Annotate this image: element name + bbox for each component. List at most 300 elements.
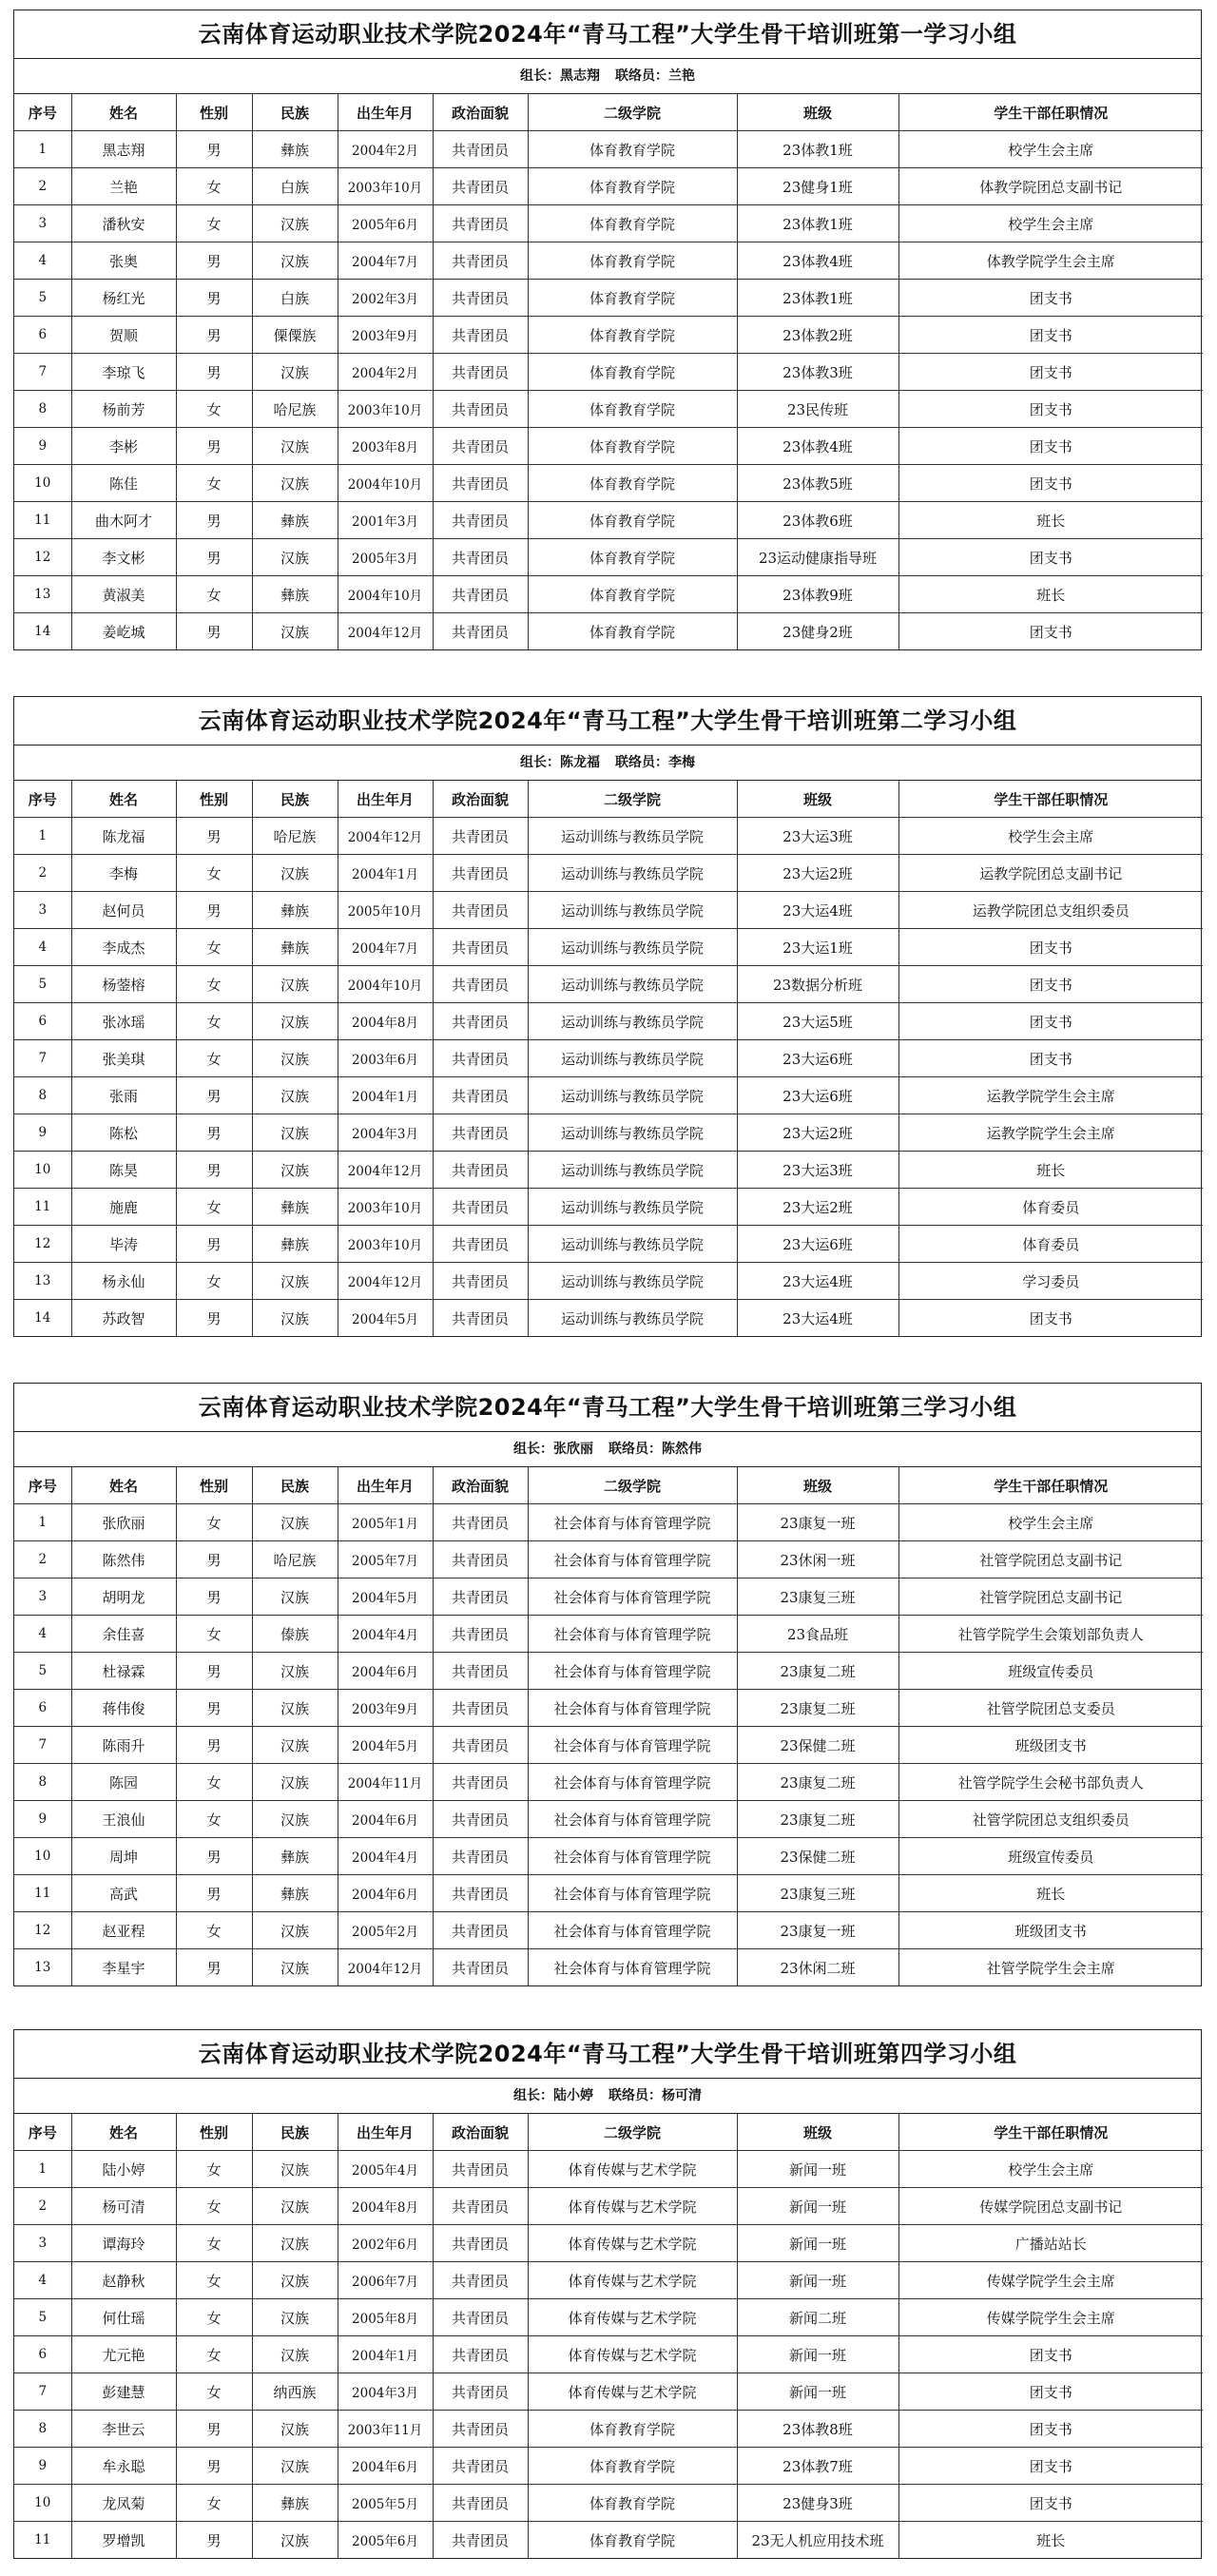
table-cell: 体育委员 (898, 1189, 1203, 1226)
table-cell: 2004年3月 (338, 2373, 433, 2411)
table-cell: 李成杰 (71, 929, 176, 966)
table-cell: 黑志翔 (71, 131, 176, 168)
table-row (14, 1114, 1203, 1152)
table-cell: 共青团员 (433, 1040, 528, 1077)
table-row (14, 2225, 1203, 2262)
table-row (14, 1579, 1203, 1616)
column-header: 政治面貌 (433, 94, 528, 131)
table-cell: 女 (176, 2299, 252, 2336)
table-cell: 10 (14, 465, 71, 502)
table-row (14, 2188, 1203, 2225)
table-cell: 龙凤菊 (71, 2485, 176, 2522)
table-cell: 共青团员 (433, 929, 528, 966)
table-cell: 女 (176, 1263, 252, 1300)
table-cell: 共青团员 (433, 2485, 528, 2522)
table-cell: 女 (176, 2225, 252, 2262)
table-cell: 共青团员 (433, 1912, 528, 1949)
roster-table (14, 781, 1203, 1336)
table-cell: 新闻二班 (737, 2299, 898, 2336)
table-cell: 23休闲二班 (737, 1949, 898, 1986)
table-cell: 社会体育与体育管理学院 (528, 1838, 737, 1875)
table-cell: 2003年6月 (338, 1040, 433, 1077)
table-cell: 2005年2月 (338, 1912, 433, 1949)
table-cell: 张美琪 (71, 1040, 176, 1077)
table-cell: 7 (14, 1727, 71, 1764)
table-cell: 2004年11月 (338, 1764, 433, 1801)
table-cell: 体育教育学院 (528, 428, 737, 465)
table-cell: 黄淑美 (71, 576, 176, 613)
table-cell: 2004年6月 (338, 1875, 433, 1912)
column-header: 二级学院 (528, 2114, 737, 2151)
table-cell: 运教学院团总支组织委员 (898, 892, 1203, 929)
table-cell: 2004年12月 (338, 1152, 433, 1189)
table-cell: 汉族 (252, 2225, 338, 2262)
table-cell: 汉族 (252, 2336, 338, 2373)
table-cell: 体育教育学院 (528, 317, 737, 354)
table-cell: 团支书 (898, 539, 1203, 576)
table-cell: 张冰瑶 (71, 1003, 176, 1040)
table-cell: 社会体育与体育管理学院 (528, 1764, 737, 1801)
table-cell: 赵静秋 (71, 2262, 176, 2299)
table-cell: 周坤 (71, 1838, 176, 1875)
table-cell: 苏政智 (71, 1300, 176, 1337)
table-cell: 23民传班 (737, 391, 898, 428)
group-leader: 组长：张欣丽 (513, 1442, 593, 1457)
table-cell: 团支书 (898, 2485, 1203, 2522)
table-cell: 2004年12月 (338, 818, 433, 855)
table-cell: 共青团员 (433, 428, 528, 465)
table-cell: 新闻一班 (737, 2188, 898, 2225)
group-title: 云南体育运动职业技术学院2024年“青马工程”大学生骨干培训班第一学习小组 (14, 10, 1201, 59)
table-cell: 广播站站长 (898, 2225, 1203, 2262)
table-cell: 班长 (898, 502, 1203, 539)
table-row (14, 539, 1203, 576)
table-cell: 2004年7月 (338, 929, 433, 966)
table-row (14, 892, 1203, 929)
table-cell: 汉族 (252, 1579, 338, 1616)
table-cell: 4 (14, 242, 71, 280)
table-cell: 3 (14, 1579, 71, 1616)
table-cell: 汉族 (252, 2299, 338, 2336)
table-cell: 社会体育与体育管理学院 (528, 1875, 737, 1912)
group-liaison: 联络员：兰艳 (615, 68, 695, 84)
table-cell: 团支书 (898, 2448, 1203, 2485)
table-cell: 23保健二班 (737, 1727, 898, 1764)
table-cell: 陈松 (71, 1114, 176, 1152)
table-cell: 2006年7月 (338, 2262, 433, 2299)
table-cell: 女 (176, 205, 252, 242)
table-cell: 男 (176, 1727, 252, 1764)
table-cell: 女 (176, 929, 252, 966)
table-cell: 陈雨升 (71, 1727, 176, 1764)
table-cell: 3 (14, 892, 71, 929)
table-cell: 23大运2班 (737, 1114, 898, 1152)
table-cell: 12 (14, 539, 71, 576)
header-row (14, 1467, 1203, 1504)
table-cell: 班级宣传委员 (898, 1838, 1203, 1875)
table-cell: 23健身3班 (737, 2485, 898, 2522)
table-cell: 团支书 (898, 280, 1203, 317)
table-cell: 23体教1班 (737, 205, 898, 242)
table-cell: 姜屹城 (71, 613, 176, 650)
table-row (14, 2151, 1203, 2188)
column-header: 性别 (176, 94, 252, 131)
table-cell: 杨红光 (71, 280, 176, 317)
table-cell: 9 (14, 428, 71, 465)
table-cell: 23康复二班 (737, 1764, 898, 1801)
table-cell: 2004年2月 (338, 354, 433, 391)
table-cell: 体育教育学院 (528, 2485, 737, 2522)
table-cell: 体育教育学院 (528, 2411, 737, 2448)
table-cell: 女 (176, 2262, 252, 2299)
table-cell: 共青团员 (433, 1226, 528, 1263)
table-cell: 团支书 (898, 2373, 1203, 2411)
table-cell: 2004年2月 (338, 131, 433, 168)
table-cell: 女 (176, 1764, 252, 1801)
table-cell: 2005年6月 (338, 205, 433, 242)
roster-table (14, 94, 1203, 649)
table-cell: 汉族 (252, 1653, 338, 1690)
table-cell: 运动训练与教练员学院 (528, 855, 737, 892)
table-cell: 女 (176, 1040, 252, 1077)
table-cell: 新闻一班 (737, 2336, 898, 2373)
table-cell: 团支书 (898, 428, 1203, 465)
table-cell: 5 (14, 2299, 71, 2336)
column-header: 政治面貌 (433, 2114, 528, 2151)
table-cell: 团支书 (898, 613, 1203, 650)
table-cell: 男 (176, 1875, 252, 1912)
table-cell: 23大运6班 (737, 1077, 898, 1114)
table-cell: 运动训练与教练员学院 (528, 1226, 737, 1263)
table-cell: 2 (14, 855, 71, 892)
table-cell: 社管学院团总支委员 (898, 1690, 1203, 1727)
table-cell: 校学生会主席 (898, 2151, 1203, 2188)
column-header: 姓名 (71, 94, 176, 131)
table-cell: 汉族 (252, 205, 338, 242)
table-cell: 团支书 (898, 966, 1203, 1003)
table-cell: 6 (14, 1690, 71, 1727)
table-cell: 体育传媒与艺术学院 (528, 2188, 737, 2225)
column-header: 政治面貌 (433, 781, 528, 818)
table-cell: 2004年10月 (338, 465, 433, 502)
table-cell: 运动训练与教练员学院 (528, 1003, 737, 1040)
table-cell: 汉族 (252, 465, 338, 502)
group-liaison: 联络员：李梅 (615, 755, 695, 770)
table-cell: 2003年10月 (338, 1189, 433, 1226)
table-cell: 共青团员 (433, 1300, 528, 1337)
table-cell: 23数据分析班 (737, 966, 898, 1003)
table-cell: 白族 (252, 168, 338, 205)
table-cell: 赵何员 (71, 892, 176, 929)
table-cell: 23康复一班 (737, 1912, 898, 1949)
table-cell: 共青团员 (433, 1653, 528, 1690)
table-cell: 2005年5月 (338, 2485, 433, 2522)
table-cell: 李星宇 (71, 1949, 176, 1986)
table-cell: 4 (14, 1616, 71, 1653)
table-cell: 9 (14, 2448, 71, 2485)
table-cell: 男 (176, 1300, 252, 1337)
table-cell: 杜禄霖 (71, 1653, 176, 1690)
header-row (14, 2114, 1203, 2151)
table-cell: 23体教8班 (737, 2411, 898, 2448)
table-cell: 汉族 (252, 2188, 338, 2225)
table-row (14, 1949, 1203, 1986)
table-cell: 体育教育学院 (528, 539, 737, 576)
table-cell: 2003年11月 (338, 2411, 433, 2448)
table-cell: 共青团员 (433, 168, 528, 205)
table-cell: 共青团员 (433, 613, 528, 650)
table-cell: 2004年8月 (338, 1003, 433, 1040)
table-row (14, 1077, 1203, 1114)
table-cell: 2004年12月 (338, 613, 433, 650)
table-cell: 余佳喜 (71, 1616, 176, 1653)
table-cell: 共青团员 (433, 317, 528, 354)
table-cell: 共青团员 (433, 1077, 528, 1114)
column-header: 序号 (14, 781, 71, 818)
table-cell: 共青团员 (433, 2336, 528, 2373)
table-cell: 13 (14, 1949, 71, 1986)
table-cell: 彝族 (252, 1189, 338, 1226)
table-cell: 汉族 (252, 1263, 338, 1300)
group-leaders (14, 59, 1201, 94)
table-cell: 社管学院团总支组织委员 (898, 1801, 1203, 1838)
table-cell: 男 (176, 242, 252, 280)
table-cell: 杨前芳 (71, 391, 176, 428)
table-cell: 李梅 (71, 855, 176, 892)
table-cell: 23大运2班 (737, 1189, 898, 1226)
group-leader: 组长：陆小婷 (513, 2088, 593, 2103)
table-cell: 体育传媒与艺术学院 (528, 2299, 737, 2336)
table-cell: 23保健二班 (737, 1838, 898, 1875)
table-row (14, 2299, 1203, 2336)
table-row (14, 168, 1203, 205)
table-cell: 女 (176, 1003, 252, 1040)
table-cell: 何仕瑶 (71, 2299, 176, 2336)
table-row (14, 613, 1203, 650)
table-cell: 蒋伟俊 (71, 1690, 176, 1727)
table-row (14, 576, 1203, 613)
table-cell: 8 (14, 2411, 71, 2448)
group-title: 云南体育运动职业技术学院2024年“青马工程”大学生骨干培训班第三学习小组 (14, 1384, 1201, 1432)
column-header: 民族 (252, 94, 338, 131)
group-leaders (14, 746, 1201, 781)
table-cell: 罗增凯 (71, 2522, 176, 2559)
table-cell: 女 (176, 1504, 252, 1541)
table-cell: 共青团员 (433, 1541, 528, 1579)
table-cell: 尤元艳 (71, 2336, 176, 2373)
table-cell: 2005年1月 (338, 1504, 433, 1541)
table-cell: 共青团员 (433, 2262, 528, 2299)
table-cell: 胡明龙 (71, 1579, 176, 1616)
table-cell: 团支书 (898, 2411, 1203, 2448)
table-cell: 9 (14, 1801, 71, 1838)
table-cell: 共青团员 (433, 539, 528, 576)
table-cell: 7 (14, 1040, 71, 1077)
table-row (14, 280, 1203, 317)
table-cell: 女 (176, 465, 252, 502)
table-row (14, 2411, 1203, 2448)
table-cell: 共青团员 (433, 354, 528, 391)
group-sheet-1 (13, 10, 1202, 650)
table-cell: 共青团员 (433, 2373, 528, 2411)
table-cell: 女 (176, 855, 252, 892)
table-cell: 共青团员 (433, 2299, 528, 2336)
table-cell: 社管学院团总支副书记 (898, 1579, 1203, 1616)
table-cell: 汉族 (252, 354, 338, 391)
group-title: 云南体育运动职业技术学院2024年“青马工程”大学生骨干培训班第二学习小组 (14, 697, 1201, 746)
table-cell: 班长 (898, 1152, 1203, 1189)
group-sheet-2 (13, 696, 1202, 1337)
table-cell: 汉族 (252, 1764, 338, 1801)
table-cell: 5 (14, 280, 71, 317)
table-cell: 共青团员 (433, 1838, 528, 1875)
table-cell: 11 (14, 1189, 71, 1226)
table-cell: 23食品班 (737, 1616, 898, 1653)
table-cell: 2004年10月 (338, 576, 433, 613)
table-cell: 共青团员 (433, 2188, 528, 2225)
table-cell: 彝族 (252, 502, 338, 539)
table-row (14, 1300, 1203, 1337)
table-cell: 彝族 (252, 1226, 338, 1263)
table-cell: 体教学院学生会主席 (898, 242, 1203, 280)
table-cell: 汉族 (252, 2411, 338, 2448)
table-cell: 共青团员 (433, 1616, 528, 1653)
table-cell: 女 (176, 2151, 252, 2188)
table-cell: 共青团员 (433, 1263, 528, 1300)
table-row (14, 818, 1203, 855)
table-cell: 李世云 (71, 2411, 176, 2448)
table-cell: 23体教6班 (737, 502, 898, 539)
table-cell: 男 (176, 818, 252, 855)
table-cell: 彝族 (252, 1838, 338, 1875)
table-cell: 运动训练与教练员学院 (528, 966, 737, 1003)
table-cell: 2004年3月 (338, 1114, 433, 1152)
table-cell: 共青团员 (433, 205, 528, 242)
table-cell: 6 (14, 1003, 71, 1040)
table-cell: 牟永聪 (71, 2448, 176, 2485)
table-cell: 汉族 (252, 2151, 338, 2188)
table-cell: 校学生会主席 (898, 131, 1203, 168)
table-cell: 陈园 (71, 1764, 176, 1801)
table-cell: 2 (14, 1541, 71, 1579)
table-cell: 23休闲一班 (737, 1541, 898, 1579)
table-row (14, 1653, 1203, 1690)
column-header: 二级学院 (528, 94, 737, 131)
table-cell: 2005年4月 (338, 2151, 433, 2188)
table-cell: 2004年1月 (338, 1077, 433, 1114)
table-cell: 张奥 (71, 242, 176, 280)
column-header: 二级学院 (528, 1467, 737, 1504)
table-cell: 23大运5班 (737, 1003, 898, 1040)
table-cell: 男 (176, 1579, 252, 1616)
table-cell: 女 (176, 2485, 252, 2522)
table-cell: 体育教育学院 (528, 391, 737, 428)
table-cell: 共青团员 (433, 1189, 528, 1226)
table-cell: 团支书 (898, 1003, 1203, 1040)
table-cell: 汉族 (252, 855, 338, 892)
table-row (14, 1189, 1203, 1226)
table-cell: 7 (14, 2373, 71, 2411)
table-cell: 共青团员 (433, 2411, 528, 2448)
table-cell: 李文彬 (71, 539, 176, 576)
table-cell: 运动训练与教练员学院 (528, 1152, 737, 1189)
table-cell: 谭海玲 (71, 2225, 176, 2262)
table-row (14, 465, 1203, 502)
table-cell: 共青团员 (433, 1949, 528, 1986)
table-cell: 团支书 (898, 929, 1203, 966)
table-cell: 1 (14, 818, 71, 855)
table-cell: 社会体育与体育管理学院 (528, 1801, 737, 1838)
table-cell: 9 (14, 1114, 71, 1152)
table-cell: 2004年8月 (338, 2188, 433, 2225)
table-cell: 23体教3班 (737, 354, 898, 391)
table-cell: 2 (14, 168, 71, 205)
table-cell: 共青团员 (433, 242, 528, 280)
table-cell: 杨可清 (71, 2188, 176, 2225)
table-cell: 体育传媒与艺术学院 (528, 2225, 737, 2262)
table-cell: 运教学院团总支副书记 (898, 855, 1203, 892)
table-cell: 陈然伟 (71, 1541, 176, 1579)
table-cell: 男 (176, 354, 252, 391)
table-cell: 男 (176, 502, 252, 539)
table-cell: 3 (14, 2225, 71, 2262)
table-row (14, 1616, 1203, 1653)
table-cell: 汉族 (252, 1040, 338, 1077)
table-cell: 体育教育学院 (528, 2522, 737, 2559)
table-cell: 23大运6班 (737, 1226, 898, 1263)
table-row (14, 502, 1203, 539)
table-cell: 陈佳 (71, 465, 176, 502)
table-cell: 23无人机应用技术班 (737, 2522, 898, 2559)
table-cell: 共青团员 (433, 966, 528, 1003)
table-cell: 施鹿 (71, 1189, 176, 1226)
table-cell: 男 (176, 280, 252, 317)
table-cell: 体育教育学院 (528, 465, 737, 502)
table-cell: 共青团员 (433, 1727, 528, 1764)
table-cell: 5 (14, 966, 71, 1003)
table-cell: 傈僳族 (252, 317, 338, 354)
table-row (14, 131, 1203, 168)
table-cell: 彝族 (252, 892, 338, 929)
table-cell: 2001年3月 (338, 502, 433, 539)
table-cell: 4 (14, 2262, 71, 2299)
table-cell: 赵亚程 (71, 1912, 176, 1949)
column-header: 学生干部任职情况 (898, 94, 1203, 131)
table-cell: 23体教2班 (737, 317, 898, 354)
table-cell: 共青团员 (433, 1801, 528, 1838)
table-cell: 2003年9月 (338, 1690, 433, 1727)
table-cell: 高武 (71, 1875, 176, 1912)
table-cell: 体育教育学院 (528, 2448, 737, 2485)
table-cell: 男 (176, 1152, 252, 1189)
table-cell: 10 (14, 2485, 71, 2522)
table-cell: 汉族 (252, 1949, 338, 1986)
table-cell: 体育教育学院 (528, 168, 737, 205)
table-cell: 运教学院学生会主席 (898, 1077, 1203, 1114)
group-sheet-3 (13, 1383, 1202, 1986)
table-cell: 彝族 (252, 2485, 338, 2522)
table-cell: 哈尼族 (252, 391, 338, 428)
table-cell: 杨蓥榕 (71, 966, 176, 1003)
table-cell: 男 (176, 1077, 252, 1114)
table-cell: 8 (14, 1077, 71, 1114)
table-cell: 体育教育学院 (528, 280, 737, 317)
table-cell: 哈尼族 (252, 818, 338, 855)
table-cell: 社会体育与体育管理学院 (528, 1912, 737, 1949)
table-cell: 共青团员 (433, 1690, 528, 1727)
table-cell: 共青团员 (433, 1579, 528, 1616)
table-cell: 汉族 (252, 1152, 338, 1189)
